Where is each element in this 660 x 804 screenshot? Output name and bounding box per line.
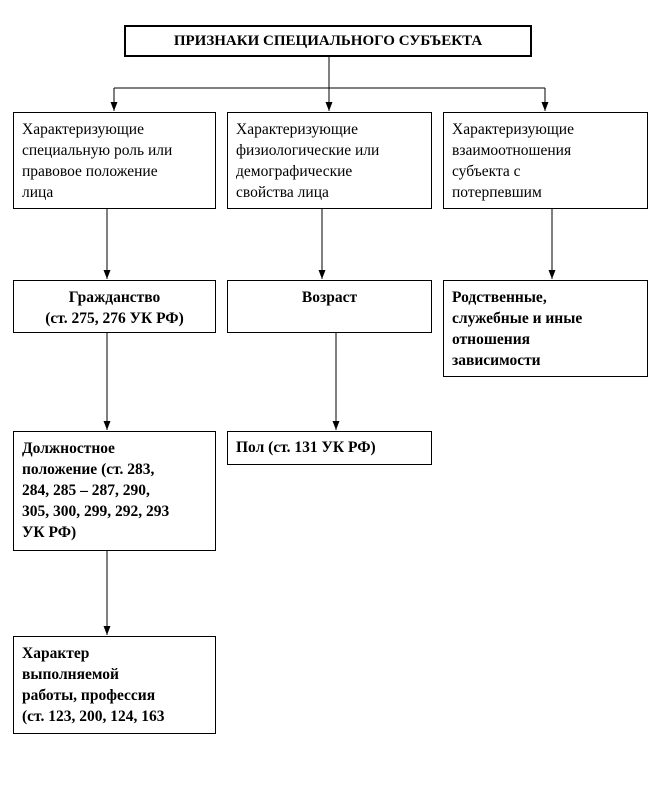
node-line: (ст. 123, 200, 124, 163	[22, 708, 165, 725]
category-line: правовое положение	[22, 163, 158, 180]
node-line: (ст. 275, 276 УК РФ)	[45, 310, 184, 327]
category-relationship-with-victim	[443, 112, 648, 209]
category-line: потерпевшим	[452, 184, 542, 201]
node-age	[227, 280, 432, 333]
node-line: отношения	[452, 331, 531, 348]
category-line: демографические	[236, 163, 353, 180]
category-line: субъекта с	[452, 163, 521, 180]
node-line: зависимости	[452, 352, 541, 369]
category-line: взаимоотношения	[452, 142, 572, 159]
category-line: Характеризующие	[236, 121, 358, 138]
node-line: Родственные,	[452, 289, 547, 306]
category-line: свойства лица	[236, 184, 329, 201]
node-relations	[443, 280, 648, 377]
node-line: Должностное	[22, 440, 115, 457]
category-line: лица	[22, 184, 54, 201]
node-line: служебные и иные	[452, 310, 583, 327]
category-line: физиологические или	[236, 142, 380, 159]
node-work-profession	[13, 636, 216, 734]
node-line: Гражданство	[68, 289, 161, 306]
category-role-legal-status	[13, 112, 216, 209]
category-physiological-demographic	[227, 112, 432, 209]
node-line: работы, профессия	[22, 687, 156, 704]
node-official-position	[13, 431, 216, 551]
node-line: 284, 285 – 287, 290,	[22, 482, 150, 499]
node-line: Возраст	[301, 289, 358, 306]
node-line: 305, 300, 299, 292, 293	[22, 503, 170, 520]
category-line: Характеризующие	[452, 121, 574, 138]
node-line: УК РФ)	[22, 524, 77, 541]
node-line: положение (ст. 283,	[22, 461, 155, 478]
category-line: специальную роль или	[22, 142, 173, 159]
node-line: Характер	[22, 645, 90, 662]
node-sex	[227, 431, 432, 465]
diagram-title: ПРИЗНАКИ СПЕЦИАЛЬНОГО СУБЪЕКТА	[124, 25, 532, 57]
node-line: Пол (ст. 131 УК РФ)	[236, 439, 376, 456]
node-line: выполняемой	[22, 666, 119, 683]
category-line: Характеризующие	[22, 121, 144, 138]
node-citizenship	[13, 280, 216, 333]
